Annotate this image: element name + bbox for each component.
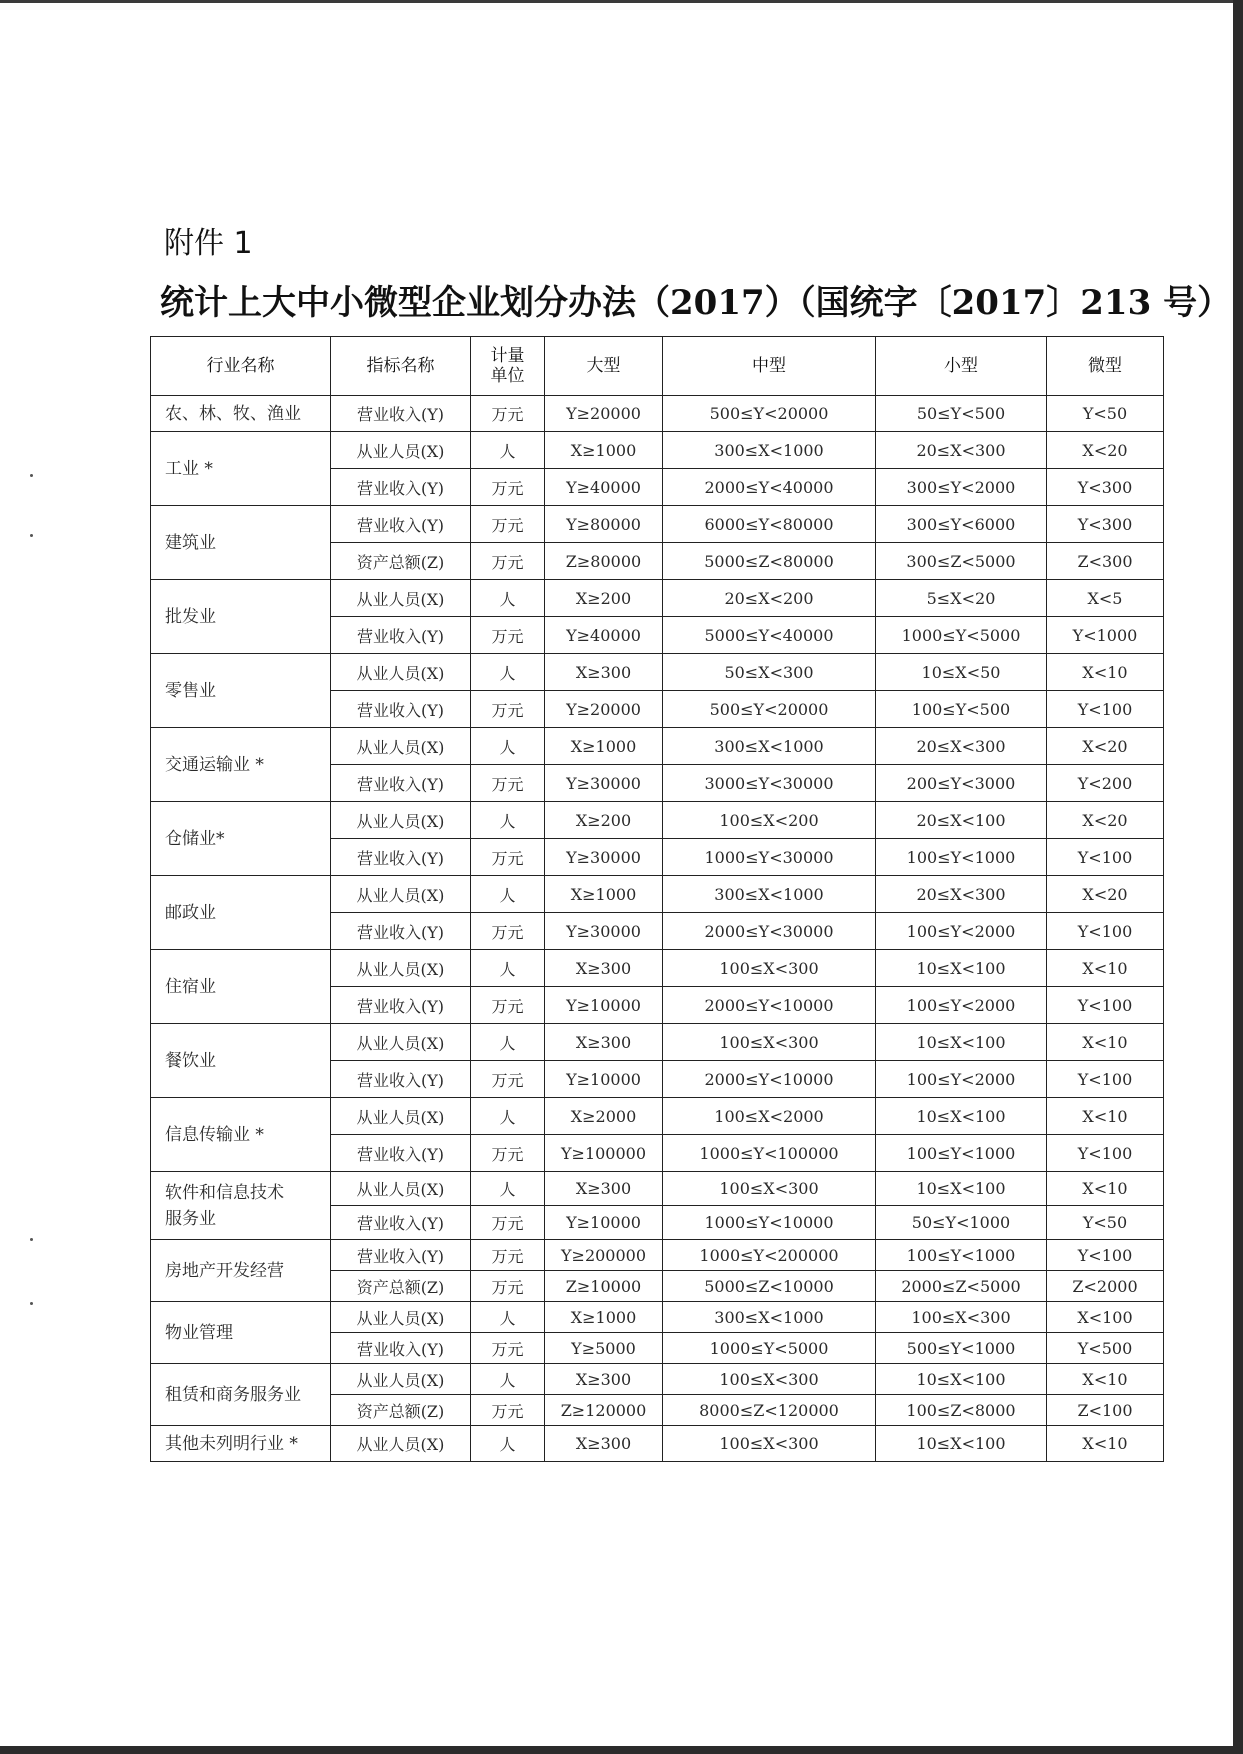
indicator-cell: 从业人员(X) (331, 1098, 471, 1135)
table-row (151, 654, 1164, 691)
table-row (151, 728, 1164, 765)
medium-cell: 20≤X<200 (663, 580, 876, 617)
small-cell: 1000≤Y<5000 (876, 617, 1047, 654)
scan-edge-right (1233, 0, 1243, 1754)
indicator-cell: 从业人员(X) (331, 950, 471, 987)
small-cell: 100≤Y<500 (876, 691, 1047, 728)
small-cell: 10≤X<100 (876, 1426, 1047, 1462)
medium-cell: 6000≤Y<80000 (663, 506, 876, 543)
medium-cell: 5000≤Y<40000 (663, 617, 876, 654)
large-cell: Y≥30000 (545, 913, 663, 950)
industry-name-cell: 仓储业* (151, 802, 331, 876)
indicator-cell: 从业人员(X) (331, 802, 471, 839)
small-cell: 10≤X<100 (876, 1172, 1047, 1206)
small-cell: 2000≤Z<5000 (876, 1271, 1047, 1302)
small-cell: 500≤Y<1000 (876, 1333, 1047, 1364)
small-cell: 5≤X<20 (876, 580, 1047, 617)
large-cell: Z≥10000 (545, 1271, 663, 1302)
large-cell: X≥200 (545, 580, 663, 617)
large-cell: Z≥120000 (545, 1395, 663, 1426)
medium-cell: 100≤X<300 (663, 1364, 876, 1395)
industry-name-cell: 零售业 (151, 654, 331, 728)
micro-cell: X<5 (1047, 580, 1164, 617)
unit-cell: 万元 (471, 506, 545, 543)
unit-cell: 人 (471, 654, 545, 691)
micro-cell: Y<500 (1047, 1333, 1164, 1364)
small-cell: 10≤X<100 (876, 1098, 1047, 1135)
small-cell: 100≤Y<2000 (876, 1061, 1047, 1098)
large-cell: X≥1000 (545, 876, 663, 913)
small-cell: 10≤X<100 (876, 1364, 1047, 1395)
micro-cell: Y<100 (1047, 691, 1164, 728)
micro-cell: Y<100 (1047, 1240, 1164, 1271)
micro-cell: X<10 (1047, 1364, 1164, 1395)
micro-cell: X<10 (1047, 1172, 1164, 1206)
unit-cell: 人 (471, 728, 545, 765)
indicator-cell: 资产总额(Z) (331, 543, 471, 580)
medium-cell: 100≤X<200 (663, 802, 876, 839)
industry-name-cell: 软件和信息技术服务业 (151, 1172, 331, 1240)
unit-cell: 万元 (471, 1206, 545, 1240)
table-row (151, 580, 1164, 617)
large-cell: Y≥40000 (545, 617, 663, 654)
table-row (151, 950, 1164, 987)
indicator-cell: 营业收入(Y) (331, 1061, 471, 1098)
indicator-cell: 营业收入(Y) (331, 987, 471, 1024)
unit-cell: 人 (471, 950, 545, 987)
industry-name-cell: 建筑业 (151, 506, 331, 580)
industry-name-cell: 信息传输业 * (151, 1098, 331, 1172)
medium-cell: 300≤X<1000 (663, 876, 876, 913)
table-header-row (151, 337, 1164, 396)
indicator-cell: 从业人员(X) (331, 1426, 471, 1462)
medium-cell: 2000≤Y<10000 (663, 987, 876, 1024)
medium-cell: 300≤X<1000 (663, 432, 876, 469)
medium-cell: 500≤Y<20000 (663, 396, 876, 432)
large-cell: Y≥20000 (545, 396, 663, 432)
medium-cell: 100≤X<300 (663, 1024, 876, 1061)
table-row (151, 1364, 1164, 1395)
large-cell: Y≥20000 (545, 691, 663, 728)
industry-name-cell: 餐饮业 (151, 1024, 331, 1098)
table-row (151, 1024, 1164, 1061)
micro-cell: Y<50 (1047, 1206, 1164, 1240)
large-cell: Y≥10000 (545, 1206, 663, 1240)
large-cell: Y≥10000 (545, 987, 663, 1024)
small-cell: 100≤Y<1000 (876, 1240, 1047, 1271)
micro-cell: X<10 (1047, 654, 1164, 691)
indicator-cell: 营业收入(Y) (331, 839, 471, 876)
micro-cell: Y<50 (1047, 396, 1164, 432)
large-cell: Y≥100000 (545, 1135, 663, 1172)
large-cell: X≥300 (545, 950, 663, 987)
micro-cell: X<20 (1047, 728, 1164, 765)
medium-cell: 1000≤Y<30000 (663, 839, 876, 876)
micro-cell: Z<100 (1047, 1395, 1164, 1426)
column-header: 微型 (1047, 337, 1164, 396)
table-row (151, 802, 1164, 839)
document-title: 统计上大中小微型企业划分办法（2017）（国统字〔2017〕213 号） (160, 283, 1232, 323)
small-cell: 100≤Z<8000 (876, 1395, 1047, 1426)
unit-cell: 人 (471, 802, 545, 839)
micro-cell: Y<100 (1047, 1135, 1164, 1172)
micro-cell: Y<100 (1047, 987, 1164, 1024)
indicator-cell: 营业收入(Y) (331, 1206, 471, 1240)
small-cell: 20≤X<300 (876, 876, 1047, 913)
unit-cell: 万元 (471, 1061, 545, 1098)
attachment-label: 附件 1 (164, 226, 253, 261)
medium-cell: 100≤X<300 (663, 1172, 876, 1206)
medium-cell: 300≤X<1000 (663, 1302, 876, 1333)
large-cell: X≥300 (545, 1024, 663, 1061)
unit-cell: 人 (471, 1426, 545, 1462)
unit-cell: 人 (471, 876, 545, 913)
indicator-cell: 营业收入(Y) (331, 691, 471, 728)
large-cell: Y≥30000 (545, 765, 663, 802)
large-cell: X≥1000 (545, 432, 663, 469)
column-header: 计量 单位 (471, 337, 545, 396)
large-cell: X≥1000 (545, 1302, 663, 1333)
industry-name-cell: 工业 * (151, 432, 331, 506)
unit-cell: 万元 (471, 839, 545, 876)
micro-cell: X<10 (1047, 1426, 1164, 1462)
medium-cell: 100≤X<300 (663, 1426, 876, 1462)
industry-name-cell: 物业管理 (151, 1302, 331, 1364)
medium-cell: 1000≤Y<10000 (663, 1206, 876, 1240)
industry-name-cell: 批发业 (151, 580, 331, 654)
table-row (151, 1240, 1164, 1271)
unit-cell: 万元 (471, 987, 545, 1024)
unit-cell: 万元 (471, 1240, 545, 1271)
micro-cell: Y<100 (1047, 839, 1164, 876)
unit-cell: 人 (471, 1098, 545, 1135)
medium-cell: 1000≤Y<100000 (663, 1135, 876, 1172)
micro-cell: X<20 (1047, 432, 1164, 469)
column-header: 指标名称 (331, 337, 471, 396)
indicator-cell: 营业收入(Y) (331, 1333, 471, 1364)
column-header: 小型 (876, 337, 1047, 396)
unit-cell: 人 (471, 1024, 545, 1061)
micro-cell: Y<300 (1047, 469, 1164, 506)
industry-name-cell: 交通运输业 * (151, 728, 331, 802)
scan-edge-bottom (0, 1746, 1243, 1754)
medium-cell: 5000≤Z<10000 (663, 1271, 876, 1302)
unit-cell: 人 (471, 1172, 545, 1206)
large-cell: X≥300 (545, 1172, 663, 1206)
micro-cell: Y<1000 (1047, 617, 1164, 654)
unit-cell: 人 (471, 1302, 545, 1333)
large-cell: X≥2000 (545, 1098, 663, 1135)
industry-name-cell: 邮政业 (151, 876, 331, 950)
micro-cell: Y<200 (1047, 765, 1164, 802)
micro-cell: X<20 (1047, 876, 1164, 913)
unit-cell: 人 (471, 1364, 545, 1395)
scan-speck (30, 1238, 33, 1241)
table-row (151, 1172, 1164, 1206)
small-cell: 100≤Y<1000 (876, 839, 1047, 876)
small-cell: 20≤X<300 (876, 728, 1047, 765)
unit-cell: 万元 (471, 1395, 545, 1426)
medium-cell: 500≤Y<20000 (663, 691, 876, 728)
unit-cell: 万元 (471, 913, 545, 950)
column-header: 行业名称 (151, 337, 331, 396)
scan-speck (30, 1302, 33, 1305)
indicator-cell: 资产总额(Z) (331, 1395, 471, 1426)
scan-speck (30, 534, 33, 537)
medium-cell: 2000≤Y<10000 (663, 1061, 876, 1098)
medium-cell: 3000≤Y<30000 (663, 765, 876, 802)
table-row (151, 506, 1164, 543)
indicator-cell: 从业人员(X) (331, 728, 471, 765)
table-row (151, 1098, 1164, 1135)
indicator-cell: 营业收入(Y) (331, 617, 471, 654)
large-cell: Y≥40000 (545, 469, 663, 506)
indicator-cell: 营业收入(Y) (331, 469, 471, 506)
indicator-cell: 营业收入(Y) (331, 913, 471, 950)
indicator-cell: 从业人员(X) (331, 1172, 471, 1206)
small-cell: 300≤Y<6000 (876, 506, 1047, 543)
small-cell: 20≤X<300 (876, 432, 1047, 469)
indicator-cell: 从业人员(X) (331, 580, 471, 617)
large-cell: Z≥80000 (545, 543, 663, 580)
indicator-cell: 营业收入(Y) (331, 396, 471, 432)
micro-cell: X<20 (1047, 802, 1164, 839)
large-cell: X≥300 (545, 1426, 663, 1462)
small-cell: 100≤Y<2000 (876, 987, 1047, 1024)
industry-name-cell: 住宿业 (151, 950, 331, 1024)
unit-cell: 万元 (471, 617, 545, 654)
small-cell: 10≤X<100 (876, 950, 1047, 987)
micro-cell: Y<100 (1047, 913, 1164, 950)
unit-cell: 万元 (471, 396, 545, 432)
indicator-cell: 从业人员(X) (331, 654, 471, 691)
medium-cell: 2000≤Y<30000 (663, 913, 876, 950)
medium-cell: 1000≤Y<200000 (663, 1240, 876, 1271)
column-header: 中型 (663, 337, 876, 396)
table-row (151, 876, 1164, 913)
unit-cell: 万元 (471, 543, 545, 580)
indicator-cell: 营业收入(Y) (331, 506, 471, 543)
micro-cell: Y<300 (1047, 506, 1164, 543)
table-row (151, 1302, 1164, 1333)
unit-cell: 万元 (471, 1333, 545, 1364)
medium-cell: 50≤X<300 (663, 654, 876, 691)
indicator-cell: 从业人员(X) (331, 1024, 471, 1061)
large-cell: Y≥30000 (545, 839, 663, 876)
medium-cell: 1000≤Y<5000 (663, 1333, 876, 1364)
small-cell: 100≤Y<2000 (876, 913, 1047, 950)
small-cell: 50≤Y<1000 (876, 1206, 1047, 1240)
indicator-cell: 从业人员(X) (331, 1364, 471, 1395)
unit-cell: 万元 (471, 1271, 545, 1302)
micro-cell: Z<300 (1047, 543, 1164, 580)
table-row (151, 396, 1164, 432)
micro-cell: X<10 (1047, 1024, 1164, 1061)
small-cell: 10≤X<50 (876, 654, 1047, 691)
micro-cell: X<10 (1047, 1098, 1164, 1135)
large-cell: Y≥200000 (545, 1240, 663, 1271)
large-cell: Y≥10000 (545, 1061, 663, 1098)
micro-cell: X<100 (1047, 1302, 1164, 1333)
medium-cell: 300≤X<1000 (663, 728, 876, 765)
unit-cell: 人 (471, 580, 545, 617)
unit-cell: 万元 (471, 1135, 545, 1172)
indicator-cell: 资产总额(Z) (331, 1271, 471, 1302)
industry-name-cell: 房地产开发经营 (151, 1240, 331, 1302)
table-row (151, 432, 1164, 469)
unit-cell: 人 (471, 432, 545, 469)
indicator-cell: 营业收入(Y) (331, 1135, 471, 1172)
medium-cell: 2000≤Y<40000 (663, 469, 876, 506)
small-cell: 100≤Y<1000 (876, 1135, 1047, 1172)
unit-cell: 万元 (471, 469, 545, 506)
small-cell: 20≤X<100 (876, 802, 1047, 839)
unit-cell: 万元 (471, 691, 545, 728)
small-cell: 300≤Y<2000 (876, 469, 1047, 506)
unit-cell: 万元 (471, 765, 545, 802)
medium-cell: 5000≤Z<80000 (663, 543, 876, 580)
small-cell: 10≤X<100 (876, 1024, 1047, 1061)
table-body (151, 396, 1164, 1462)
medium-cell: 100≤X<300 (663, 950, 876, 987)
large-cell: X≥300 (545, 654, 663, 691)
small-cell: 100≤X<300 (876, 1302, 1047, 1333)
micro-cell: Z<2000 (1047, 1271, 1164, 1302)
medium-cell: 100≤X<2000 (663, 1098, 876, 1135)
indicator-cell: 从业人员(X) (331, 432, 471, 469)
indicator-cell: 营业收入(Y) (331, 1240, 471, 1271)
enterprise-size-table (150, 336, 1164, 1462)
indicator-cell: 从业人员(X) (331, 876, 471, 913)
indicator-cell: 营业收入(Y) (331, 765, 471, 802)
large-cell: Y≥80000 (545, 506, 663, 543)
medium-cell: 8000≤Z<120000 (663, 1395, 876, 1426)
large-cell: X≥200 (545, 802, 663, 839)
industry-name-cell: 农、林、牧、渔业 (151, 396, 331, 432)
scan-speck (30, 474, 33, 477)
small-cell: 50≤Y<500 (876, 396, 1047, 432)
table-row (151, 1426, 1164, 1462)
micro-cell: X<10 (1047, 950, 1164, 987)
industry-name-cell: 租赁和商务服务业 (151, 1364, 331, 1426)
small-cell: 200≤Y<3000 (876, 765, 1047, 802)
small-cell: 300≤Z<5000 (876, 543, 1047, 580)
column-header: 大型 (545, 337, 663, 396)
micro-cell: Y<100 (1047, 1061, 1164, 1098)
large-cell: X≥1000 (545, 728, 663, 765)
industry-name-cell: 其他未列明行业 * (151, 1426, 331, 1462)
large-cell: X≥300 (545, 1364, 663, 1395)
indicator-cell: 从业人员(X) (331, 1302, 471, 1333)
scan-edge-top (0, 0, 1243, 3)
large-cell: Y≥5000 (545, 1333, 663, 1364)
